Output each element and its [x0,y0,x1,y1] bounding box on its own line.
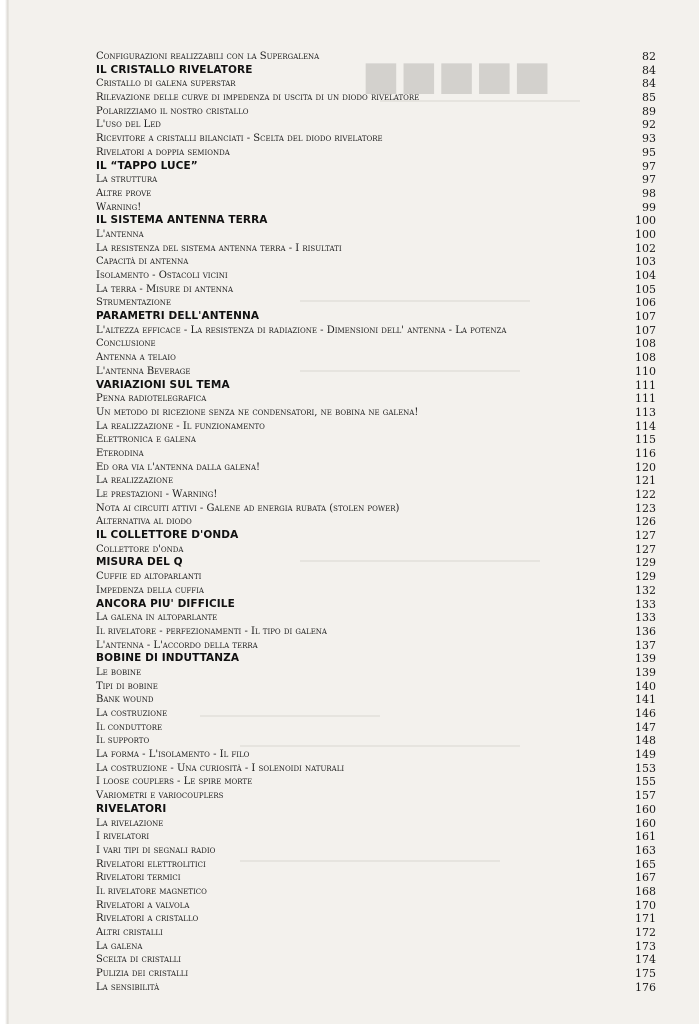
toc-page-number: 93 [642,132,656,146]
toc-entry-title: L'antenna - L'accordo della terra [96,639,258,651]
toc-entry [96,242,656,256]
toc-entry-title: L'uso del Led [96,119,161,131]
toc-entry [96,912,656,926]
toc-entry-title: La galena [96,940,143,952]
toc-entry [96,105,656,119]
toc-page-number: 110 [635,364,656,378]
toc-page-number: 133 [635,611,656,625]
toc-entry-title: La struttura [96,174,158,186]
toc-entry [96,392,656,406]
toc-entry [96,734,656,748]
toc-entry [96,132,656,146]
toc-entry-title: Configurazioni realizzabili con la Supergalena [96,51,320,62]
toc-entry-title: Il rivelatore magnetico [96,885,207,897]
toc-entry-title: Il supporto [96,735,150,747]
toc-entry [96,50,656,64]
toc-entry [96,474,656,488]
toc-entry [96,981,656,995]
toc-entry-title: IL SISTEMA ANTENNA TERRA [96,214,268,227]
toc-entry-title: Rivelatori a cristallo [96,913,199,925]
toc-entry [96,488,656,502]
toc-page-number: 161 [635,830,656,844]
toc-chapter-heading [96,64,656,78]
toc-page-number: 146 [635,707,656,720]
toc-entry-title: IL “TAPPO LUCE” [96,159,198,172]
toc-page-number: 92 [642,118,656,132]
toc-page-number: 99 [642,200,656,214]
toc-entry-title: Il rivelatore - perfezionamenti - Il tipo di galena [96,625,327,637]
toc-entry [96,625,656,639]
toc-page-number: 100 [635,227,656,241]
toc-page-number: 115 [635,433,656,447]
toc-entry-title: La rivelazione [96,817,164,829]
toc-entry-title: Pulizia dei cristalli [96,968,189,980]
toc-page-number: 129 [635,570,656,584]
toc-entry [96,269,656,283]
toc-page-number: 174 [635,953,656,967]
toc-chapter-heading [96,803,656,817]
toc-page-number: 139 [635,652,656,666]
toc-entry-title: Le prestazioni - Warning! [96,489,218,500]
toc-page-number: 176 [635,980,656,994]
toc-page-number: 129 [635,556,656,570]
toc-entry-title: BOBINE DI INDUTTANZA [96,652,240,665]
toc-entry [96,351,656,365]
toc-entry-title: L'antenna Beverage [96,365,191,377]
toc-entry [96,721,656,735]
toc-entry [96,967,656,981]
toc-entry-title: Rivelatori a doppia semionda [96,146,230,158]
toc-entry-title: Isolamento - Ostacoli vicini [96,270,228,281]
toc-entry-title: L'altezza efficace - La resistenza di radiazione - Dimensioni dell' antenna - La potenza [96,324,507,336]
toc-entry [96,365,656,379]
toc-page-number: 113 [635,405,656,419]
toc-page-number: 168 [635,884,656,898]
toc-page-number: 116 [635,446,656,460]
toc-entry [96,77,656,91]
toc-entry [96,885,656,899]
toc-entry-title: Collettore d'onda [96,543,184,555]
toc-entry [96,461,656,475]
toc-entry-title: La costruzione [96,708,168,719]
toc-entry [96,926,656,940]
toc-page-number: 153 [635,761,656,775]
toc-entry [96,940,656,954]
toc-entry [96,146,656,160]
toc-page-number: 102 [635,241,656,255]
toc-entry-title: Cuffie ed altoparlanti [96,571,202,583]
toc-entry [96,570,656,584]
toc-entry-title: Rilevazione delle curve di impedenza di uscita di un diodo rivelatore [96,92,420,104]
toc-entry [96,666,656,680]
toc-chapter-heading [96,160,656,174]
toc-page-number: 105 [635,282,656,296]
toc-entry [96,118,656,132]
toc-page-number: 98 [642,186,656,200]
toc-chapter-heading [96,652,656,666]
toc-page-number: 127 [635,542,656,556]
toc-entry-title: La realizzazione [96,475,174,487]
toc-page-number: 157 [635,789,656,803]
toc-page-number: 97 [642,173,656,187]
toc-chapter-heading [96,529,656,543]
toc-page-number: 165 [635,857,656,871]
toc-entry [96,406,656,420]
toc-entry-title: IL CRISTALLO RIVELATORE [96,63,253,76]
toc-page-number: 95 [642,145,656,159]
toc-entry [96,830,656,844]
toc-entry-title: Variometri e variocouplers [96,790,224,802]
toc-chapter-heading [96,214,656,228]
toc-entry-title: Scelta di cristalli [96,954,182,966]
toc-page-number: 85 [642,91,656,105]
toc-entry [96,871,656,885]
toc-page-number: 170 [635,898,656,912]
toc-page-number: 89 [642,104,656,118]
toc-page-number: 137 [635,638,656,652]
toc-entry-title: Ricevitore a cristalli bilanciati - Scelta del diodo rivelatore [96,133,383,145]
toc-entry-title: Un metodo di ricezione senza ne condensatori, ne bobina ne galena! [96,406,419,418]
toc-entry-title: Polarizziamo il nostro cristallo [96,105,249,117]
toc-entry [96,707,656,721]
toc-entry-title: Altre prove [96,187,152,199]
toc-page-number: 121 [635,474,656,488]
toc-entry [96,420,656,434]
toc-entry-title: Rivelatori termici [96,872,181,884]
toc-entry [96,543,656,557]
toc-chapter-heading [96,379,656,393]
toc-entry [96,337,656,351]
toc-entry [96,502,656,516]
toc-entry-title: VARIAZIONI SUL TEMA [96,378,230,391]
toc-entry-title: Capacità di antenna [96,256,189,268]
toc-entry-title: La galena in altoparlante [96,612,218,624]
toc-entry-title: Rivelatori elettrolitici [96,858,206,870]
toc-entry-title: Warning! [96,201,142,213]
toc-entry-title: La realizzazione - Il funzionamento [96,420,265,432]
toc-entry-title: La sensibilità [96,981,160,993]
toc-page-number: 136 [635,624,656,638]
toc-page-number: 103 [635,255,656,269]
toc-page-number: 133 [635,597,656,611]
toc-entry [96,283,656,297]
toc-entry-title: Penna radiotelegrafica [96,393,207,405]
toc-entry-title: IL COLLETTORE D'ONDA [96,529,239,542]
toc-page-number: 100 [635,214,656,228]
toc-entry-title: Alternativa al diodo [96,516,192,528]
toc-entry [96,447,656,461]
toc-entry-title: Cristallo di galena superstar [96,78,236,90]
toc-page-number: 139 [635,665,656,679]
toc-entry-title: Antenna a telaio [96,352,176,364]
toc-entry-title: Strumentazione [96,297,172,309]
toc-page-number: 147 [635,720,656,734]
toc-entry-title: Nota ai circuiti attivi - Galene ad energia rubata (stolen power) [96,502,400,514]
toc-entry-title: Bank wound [96,694,154,706]
toc-entry-title: Impedenza della cuffia [96,584,204,596]
toc-entry-title: Il conduttore [96,721,163,733]
toc-entry-title: Altri cristalli [96,927,163,938]
toc-page-number: 84 [642,77,656,91]
toc-page-number: 97 [642,159,656,173]
toc-entry [96,817,656,831]
toc-entry-title: La costruzione - Una curiosità - I solenoidi naturali [96,762,345,774]
toc-chapter-heading [96,598,656,612]
toc-entry [96,296,656,310]
toc-page-number: 108 [635,351,656,365]
toc-entry [96,858,656,872]
toc-entry-title: I rivelatori [96,831,150,843]
toc-entry-title: I vari tipi di segnali radio [96,844,216,856]
toc-page-number: 171 [635,912,656,926]
toc-page-number: 111 [635,392,656,406]
toc-entry-title: Tipi di bobine [96,680,158,692]
toc-page-number: 120 [635,460,656,474]
toc-entry-title: Elettronica e galena [96,434,196,446]
toc-entry [96,255,656,269]
toc-entry-title: Eterodina [96,447,144,459]
toc-page-number: 148 [635,734,656,748]
toc-page-number: 104 [635,269,656,282]
toc-page-number: 84 [642,63,656,77]
toc-entry-title: Rivelatori a valvola [96,899,190,911]
toc-entry [96,228,656,242]
toc-page-number: 160 [635,802,656,816]
toc-page-number: 106 [635,296,656,310]
toc-entry-title: I loose couplers - Le spire morte [96,776,253,788]
toc-entry [96,899,656,913]
toc-page-number: 126 [635,515,656,529]
toc-page-number: 107 [635,323,656,337]
toc-page-number: 82 [642,50,656,63]
toc-chapter-heading [96,556,656,570]
toc-entry [96,187,656,201]
toc-page-number: 149 [635,748,656,762]
toc-page-number: 155 [635,775,656,789]
toc-entry [96,611,656,625]
toc-entry [96,324,656,338]
toc-page-number: 163 [635,843,656,857]
toc-page-number: 107 [635,310,656,324]
toc-page-number: 132 [635,583,656,597]
toc-entry-title: L'antenna [96,228,144,240]
toc-entry-title: La terra - Misure di antenna [96,283,234,295]
toc-entry [96,693,656,707]
toc-entry-title: Conclusione [96,338,156,350]
table-of-contents [96,50,656,994]
toc-page-number: 140 [635,679,656,693]
toc-entry [96,515,656,529]
toc-entry-title: La forma - L'isolamento - Il filo [96,749,250,761]
toc-page-number: 111 [635,378,656,392]
toc-page-number: 141 [635,693,656,707]
toc-entry-title: Le bobine [96,666,142,678]
toc-entry-title: MISURA DEL Q [96,556,183,569]
toc-entry [96,173,656,187]
toc-entry [96,953,656,967]
toc-entry [96,680,656,694]
toc-entry [96,762,656,776]
toc-entry [96,584,656,598]
toc-entry-title: ANCORA PIU' DIFFICILE [96,597,235,610]
toc-page-number: 160 [635,816,656,830]
bleed-through-shadow: ■■■■■ [362,52,551,99]
toc-entry [96,91,656,105]
toc-page-number: 122 [635,488,656,501]
toc-entry [96,775,656,789]
toc-entry [96,844,656,858]
toc-page-number: 123 [635,501,656,515]
toc-entry [96,433,656,447]
toc-page-number: 114 [635,419,656,433]
toc-chapter-heading [96,310,656,324]
toc-entry-title: La resistenza del sistema antenna terra - I risultati [96,242,342,254]
toc-page-number: 172 [635,926,656,939]
toc-page-number: 108 [635,337,656,351]
toc-entry-title: Ed ora via l'antenna dalla galena! [96,461,261,473]
toc-entry [96,201,656,215]
toc-page-number: 127 [635,529,656,543]
toc-entry [96,789,656,803]
toc-entry-title: PARAMETRI DELL'ANTENNA [96,310,260,323]
toc-page-number: 175 [635,967,656,981]
toc-page-number: 173 [635,939,656,953]
toc-entry-title: RIVELATORI [96,802,167,815]
toc-entry [96,639,656,653]
toc-entry [96,748,656,762]
toc-page-number: 167 [635,871,656,885]
page-edge [0,0,9,1024]
